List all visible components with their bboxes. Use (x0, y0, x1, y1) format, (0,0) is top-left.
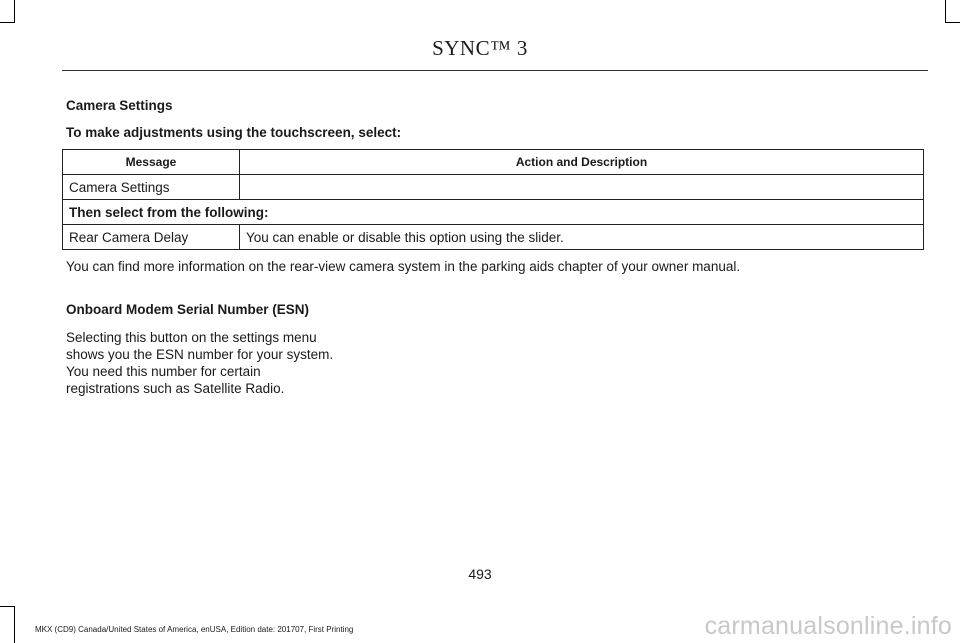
camera-settings-heading: Camera Settings (66, 98, 173, 113)
crop-mark-bottom-left-h (0, 606, 15, 607)
crop-mark-top-right-h (945, 22, 960, 23)
cell-action (240, 175, 924, 200)
watermark: carmanualsonline.info (704, 612, 952, 640)
edition-footer: MKX (CD9) Canada/United States of America, enUSA, Edition date: 201707, First Printing (35, 625, 354, 634)
esn-line: You need this number for certain (66, 364, 261, 379)
table-row (63, 175, 924, 200)
camera-note: You can find more information on the rear-view camera system in the parking aids chapter of your owner manual. (66, 259, 741, 274)
crop-mark-top-left-v (14, 0, 15, 22)
cell-span-instruction: Then select from the following: (63, 200, 924, 225)
table-header-row (63, 150, 924, 175)
page-number: 493 (468, 566, 492, 582)
table-row (63, 200, 924, 225)
cell-message: Camera Settings (63, 175, 240, 200)
esn-line: Selecting this button on the settings menu (66, 330, 317, 345)
crop-mark-top-left-h (0, 22, 15, 23)
column-header-message: Message (63, 150, 240, 175)
column-header-action: Action and Description (240, 150, 924, 175)
esn-heading: Onboard Modem Serial Number (ESN) (66, 302, 310, 317)
esn-line: registrations such as Satellite Radio. (66, 381, 285, 396)
camera-settings-table (62, 149, 924, 250)
header-divider (62, 70, 928, 71)
table-row (63, 225, 924, 250)
cell-action: You can enable or disable this option using the slider. (240, 225, 924, 250)
esn-line: shows you the ESN number for your system. (66, 347, 334, 362)
crop-mark-bottom-left-v (14, 606, 15, 643)
camera-settings-intro: To make adjustments using the touchscreen, select: (66, 125, 402, 140)
page-header-title: SYNC™ 3 (432, 36, 528, 60)
crop-mark-top-right-v (945, 0, 946, 22)
cell-message: Rear Camera Delay (63, 225, 240, 250)
